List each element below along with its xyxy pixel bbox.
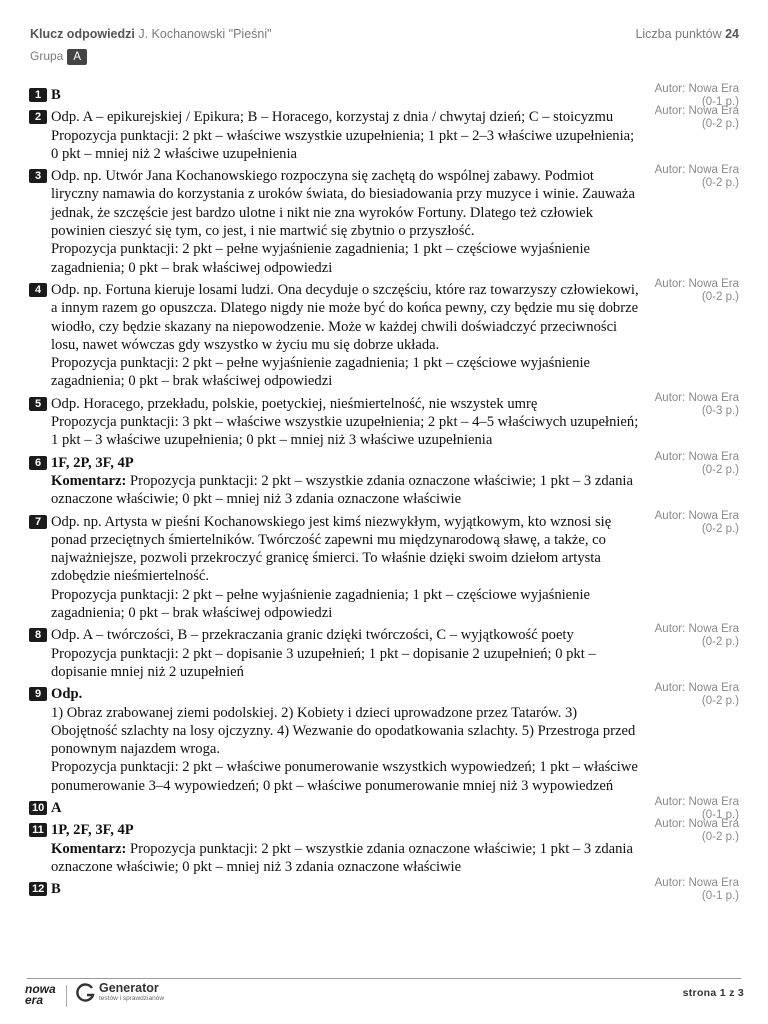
author-info: Autor: Nowa Era (0-1 p.) (654, 877, 739, 903)
document-title: Klucz odpowiedzi J. Kochanowski "Pieśni" (30, 27, 272, 41)
question-number-badge: 9 (29, 687, 47, 701)
answer-item (29, 509, 739, 623)
answer-text: Odp. np. Utwór Jana Kochanowskiego rozpoczyna się zachętą do wspólnej zabawy. Podmiot liryczny namawia do korzystania z uroków świata, do biesiadowania przy muzyce i winie. Zauważa jednak, że szczęście jest bardzo ulotne i nikt nie zna wyroków Fortuny. Dlatego też człowiek powinien cieszyć się tym, co jest, i nie martwić się zbytnio o przyszłość. (51, 168, 635, 240)
group-indicator: Grupa A (30, 49, 87, 65)
answer-text: Odp. Horacego, przekładu, polskie, poetyckiej, nieśmiertelność, nie wszystek umrę (51, 395, 538, 412)
answer-body (51, 281, 641, 391)
answer-body (51, 86, 641, 104)
question-number-badge: 7 (29, 515, 47, 529)
answer-item (29, 83, 739, 108)
scoring-text: Propozycja punktacji: 2 pkt – pełne wyjaśnienie zagadnienia; 1 pkt – częściowe wyjaśnienie zagadnienia; 0 pkt – brak właściwej odpowiedzi (51, 355, 590, 390)
comment-text: Komentarz: Propozycja punktacji: 2 pkt – wszystkie zdania oznaczone właściwie; 1 pkt – 3 zdania oznaczone właściwie; 0 pkt – mniej niż 3 zdania oznaczone właściwie (51, 472, 633, 508)
answer-text: Odp. np. Artysta w pieśni Kochanowskiego jest kimś niezwykłym, wyjątkowym, kto wznosi się ponad przeciętnych śmiertelników. Twórczość zapewni mu międzynarodową sławę, a także, co najważniejsze, pozwoli przekroczyć granicę śmierci. To właśnie dzięki swoim dziełom artysta zdobędzie nieśmiertelność. (51, 513, 612, 585)
answer-item (29, 818, 739, 876)
scoring-text: Propozycja punktacji: 2 pkt – pełne wyjaśnienie zagadnienia; 1 pkt – częściowe wyjaśnienie zagadnienia; 0 pkt – brak właściwej odpowiedzi (51, 586, 590, 622)
author-info: Autor: Nowa Era (0-2 p.) (654, 818, 739, 844)
author-info: Autor: Nowa Era (0-2 p.) (654, 623, 739, 649)
answer-item (29, 877, 739, 903)
answer-body (51, 880, 641, 898)
answer-text: 1P, 2F, 3F, 4P (51, 822, 134, 839)
generator-logo: Generator testów i sprawdzianów (76, 982, 164, 1003)
scoring-text: Propozycja punktacji: 2 pkt – dopisanie 3 uzupełnień; 1 pkt – dopisanie 2 uzupełnień; 0 pkt – dopisanie mniej niż 2 uzupełnień (51, 645, 596, 680)
question-number-badge: 10 (29, 801, 47, 815)
author-info: Autor: Nowa Era (0-2 p.) (654, 277, 739, 303)
answer-body (51, 626, 641, 681)
question-number-badge: 6 (29, 456, 47, 470)
nowa-era-logo: nowa era (25, 982, 56, 1007)
answer-body (51, 108, 641, 163)
group-badge: A (67, 49, 87, 65)
answer-body (51, 799, 641, 817)
answer-text: B (51, 881, 61, 898)
scoring-text: 1) Obraz zrabowanej ziemi podolskiej. 2) Kobiety i dzieci uprowadzone przez Tatarów. 3) Obojętność szlachty na losy ojczyzny. 4) Wezwanie do opodatkowania szlachty. 5) Przestroga przed ponownym najazdem wroga. (51, 704, 636, 758)
author-info: Autor: Nowa Era (0-1 p.) (654, 795, 739, 821)
answer-item (29, 623, 739, 681)
logo-separator (66, 985, 67, 1007)
footer-divider (27, 978, 741, 979)
answer-body (51, 454, 641, 509)
author-info: Autor: Nowa Era (0-2 p.) (654, 509, 739, 535)
author-info: Autor: Nowa Era (0-3 p.) (654, 391, 739, 417)
answer-text: B (51, 87, 61, 103)
answer-item (29, 795, 739, 821)
author-info: Autor: Nowa Era (0-2 p.) (654, 164, 739, 190)
scoring-text: Propozycja punktacji: 2 pkt – pełne wyjaśnienie zagadnienia; 1 pkt – częściowe wyjaśnienie zagadnienia; 0 pkt – brak właściwej odpowiedzi (51, 241, 590, 276)
author-info: Autor: Nowa Era (0-2 p.) (654, 450, 739, 476)
question-number-badge: 5 (29, 397, 47, 411)
question-number-badge: 11 (29, 823, 47, 837)
answer-body (51, 685, 641, 795)
author-info: Autor: Nowa Era (0-2 p.) (654, 105, 739, 131)
points-total: Liczba punktów 24 (635, 27, 739, 41)
answer-item (29, 682, 739, 795)
answer-item (29, 164, 739, 277)
page-header (30, 27, 739, 63)
page-number: strona 1 z 3 (682, 987, 744, 999)
question-number-badge: 4 (29, 283, 47, 297)
answer-body (51, 167, 641, 277)
answer-text: A (51, 799, 62, 816)
question-number-badge: 12 (29, 882, 47, 896)
answer-item (29, 105, 739, 163)
answer-text: Odp. A – epikurejskiej / Epikura; B – Horacego, korzystaj z dnia / chwytaj dzień; C – stoicyzmu (51, 109, 614, 126)
answer-text: Odp. A – twórczości, B – przekraczania granic dzięki twórczości, C – wyjątkowość poety (51, 627, 574, 644)
scoring-text: Propozycja punktacji: 2 pkt – właściwe wszystkie uzupełnienia; 1 pkt – 2–3 właściwe uzupełnienia; 0 pkt – mniej niż 2 właściwe uzupełnienia (51, 127, 635, 162)
question-number-badge: 1 (29, 88, 47, 102)
generator-icon (76, 982, 96, 1002)
author-info: Autor: Nowa Era (0-2 p.) (654, 682, 739, 708)
answer-list (29, 83, 739, 903)
author-info: Autor: Nowa Era (0-1 p.) (654, 83, 739, 108)
answer-body (51, 821, 641, 876)
answer-item (29, 391, 739, 450)
answer-text: Odp. np. Fortuna kieruje losami ludzi. Ona decyduje o szczęściu, które raz towarzyszy człowiekowi, a innym razem go opuszcza. Dlatego nigdy nie może być do końca pewny, czy będzie mu się dobrze wiodło, czy będzie skazany na niepowodzenie. Może w każdej chwili doświadczyć przeciwności losu, nawet wówczas gdy wszystko w życiu mu się dobrze układa. (51, 281, 639, 353)
question-number-badge: 3 (29, 169, 47, 183)
scoring-text: Propozycja punktacji: 2 pkt – właściwe ponumerowanie wszystkich wypowiedzeń; 1 pkt – właściwe ponumerowanie 3–4 wypowiedzeń; 0 pkt – właściwe ponumerowanie mniej niż 3 wypowiedzeń (51, 759, 638, 794)
answer-text: Odp. (51, 686, 83, 703)
comment-text: Komentarz: Propozycja punktacji: 2 pkt – wszystkie zdania oznaczone właściwie; 1 pkt – 3 zdania oznaczone właściwie; 0 pkt – mniej niż 3 zdania oznaczone właściwie (51, 840, 633, 875)
answer-item (29, 450, 739, 509)
answer-text: 1F, 2P, 3F, 4P (51, 454, 134, 471)
scoring-text: Propozycja punktacji: 3 pkt – właściwe wszystkie uzupełnienia; 2 pkt – 4–5 właściwych uzupełnień; 1 pkt – 3 właściwe uzupełnienia; 0 pkt – mniej niż 3 właściwe uzupełnienia (51, 414, 639, 449)
answer-item (29, 277, 739, 391)
answer-body (51, 395, 641, 450)
answer-body (51, 513, 641, 623)
question-number-badge: 2 (29, 110, 47, 124)
question-number-badge: 8 (29, 628, 47, 642)
